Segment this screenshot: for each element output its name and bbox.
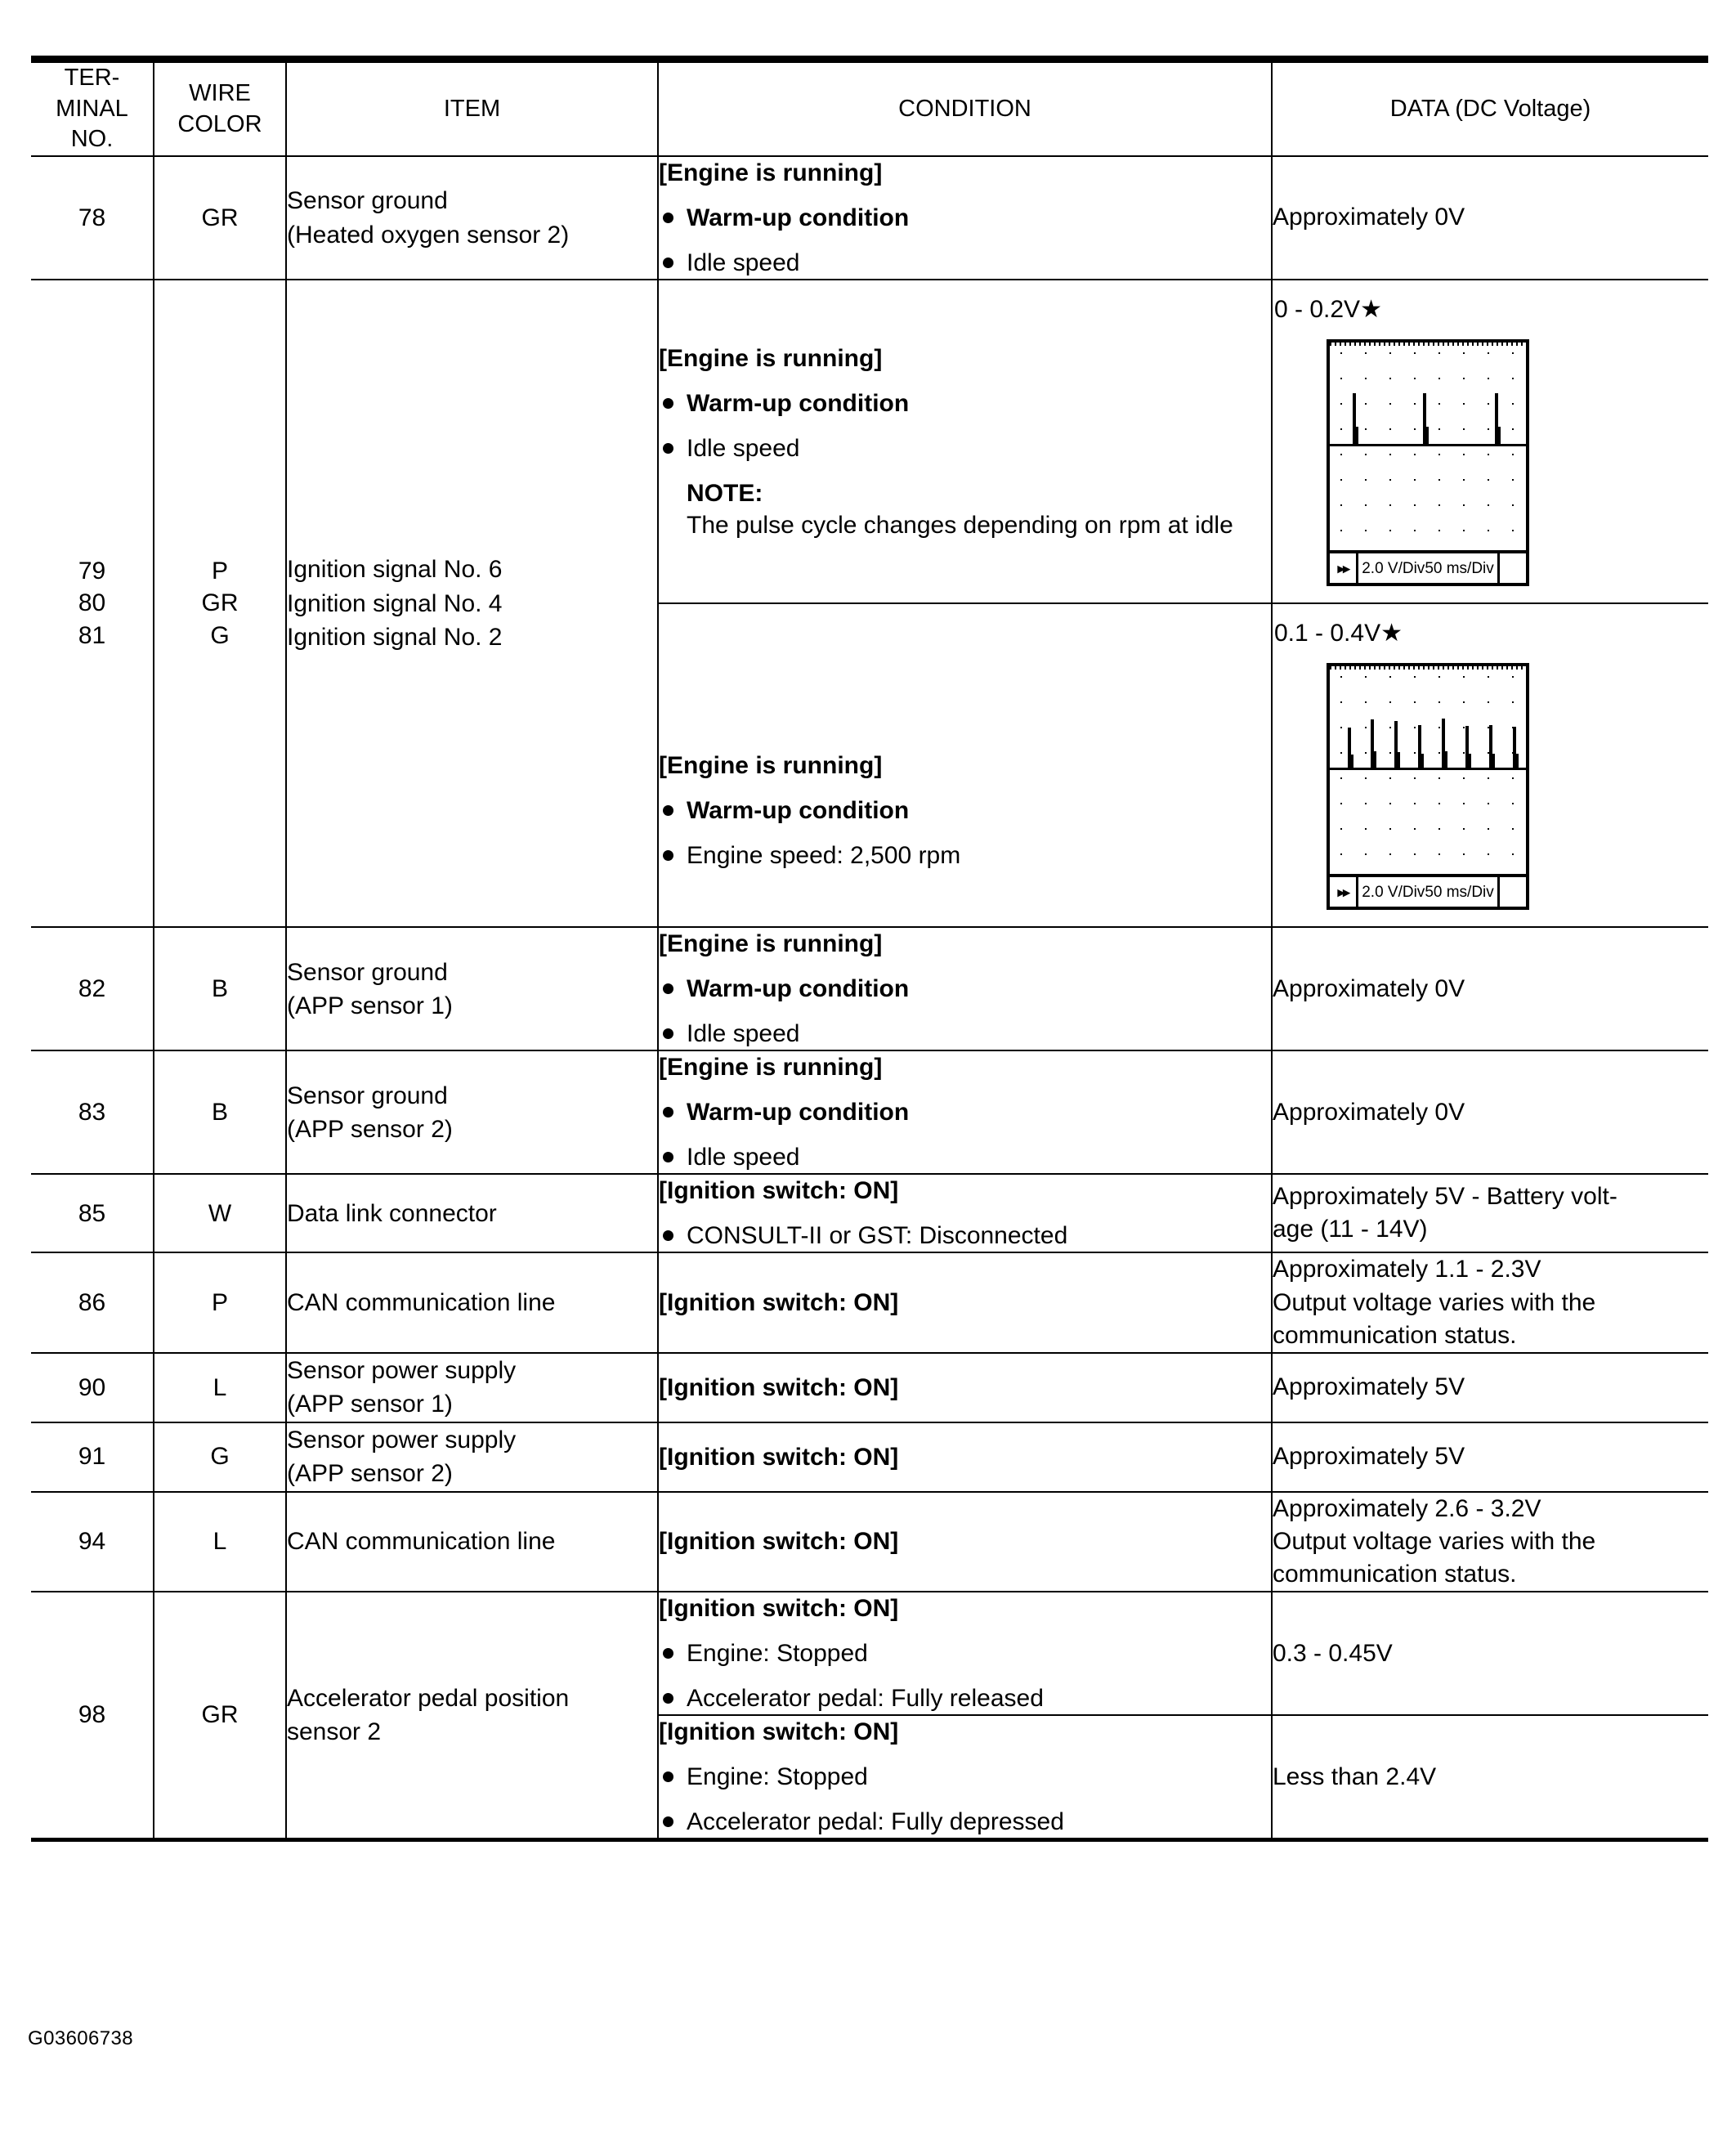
cell-condition — [658, 1715, 1272, 1840]
cell-data — [1272, 1252, 1708, 1353]
data-line: Approximately 1.1 - 2.3V — [1273, 1256, 1541, 1283]
condition-bullet: Warm-up condition — [659, 1096, 1271, 1128]
spec-table-wrapper — [31, 56, 1708, 1842]
condition-header: [Engine is running] — [659, 344, 883, 372]
cell-data — [1272, 1715, 1708, 1840]
cell-data — [1272, 156, 1708, 280]
condition-bullet: Idle speed — [659, 247, 1271, 279]
condition-header: [Engine is running] — [659, 751, 883, 779]
table-header — [31, 60, 1708, 157]
condition-header: [Ignition switch: ON] — [659, 1528, 899, 1556]
table-row — [31, 927, 1708, 1050]
star-icon: ★ — [1380, 620, 1403, 647]
condition-bullet: Engine: Stopped — [659, 1637, 1271, 1669]
condition-header: [Engine is running] — [659, 159, 883, 187]
scope-baseline — [1330, 768, 1526, 770]
cell-condition — [658, 1353, 1272, 1422]
cell-wire-color: W — [154, 1174, 286, 1252]
scope-time-per-div: 50 ms/Div — [1425, 559, 1494, 577]
item-line: (APP sensor 2) — [287, 1115, 453, 1143]
scope-voltage-range: 0.1 - 0.4V — [1274, 620, 1381, 647]
condition-header: [Ignition switch: ON] — [659, 1718, 899, 1746]
data-line: Approximately 5V — [1273, 1373, 1465, 1401]
scope-value-label — [1274, 617, 1708, 650]
cell-wire-color: GR — [154, 1592, 286, 1840]
condition-bullet-list — [659, 973, 1271, 1050]
scope-pulse — [1348, 728, 1351, 770]
item-line: Sensor ground — [287, 1082, 448, 1109]
condition-bullet: Warm-up condition — [659, 202, 1271, 234]
condition-bullet: Accelerator pedal: Fully released — [659, 1682, 1271, 1714]
cell-wire-color: L — [154, 1353, 286, 1422]
condition-bullet-list — [659, 1096, 1271, 1173]
cell-terminal-no: 85 — [31, 1174, 154, 1252]
condition-header: [Ignition switch: ON] — [659, 1373, 899, 1401]
terminal-line: 79 — [78, 557, 106, 585]
note-title: NOTE: — [687, 479, 763, 507]
item-line: Sensor power supply — [287, 1357, 517, 1384]
cell-condition — [658, 927, 1272, 1050]
table-row — [31, 1592, 1708, 1715]
scope-scale-text — [1358, 558, 1497, 579]
cell-condition — [658, 1252, 1272, 1353]
cell-item — [286, 1050, 658, 1174]
cell-condition — [658, 1592, 1272, 1715]
cell-wire-color: L — [154, 1492, 286, 1592]
condition-header: [Ignition switch: ON] — [659, 1595, 899, 1623]
item-line: CAN communication line — [287, 1289, 556, 1317]
cell-condition — [658, 1492, 1272, 1592]
condition-bullet-list — [659, 1220, 1271, 1252]
table-row — [31, 1353, 1708, 1422]
col-header-wire-line1: WIRE — [189, 79, 251, 106]
cell-item — [286, 1492, 658, 1592]
item-line: (Heated oxygen sensor 2) — [287, 221, 570, 249]
condition-bullet-list — [659, 202, 1271, 279]
cell-wire-color: GR — [154, 156, 286, 280]
item-line: Sensor ground — [287, 187, 448, 215]
cell-wire-color: B — [154, 1050, 286, 1174]
cell-item — [286, 156, 658, 280]
cell-item — [286, 1422, 658, 1492]
data-line: age (11 - 14V) — [1273, 1216, 1428, 1243]
scope-pulse — [1394, 721, 1398, 770]
cell-data — [1272, 280, 1708, 603]
scope-time-per-div: 50 ms/Div — [1425, 883, 1494, 901]
figure-code: G03606738 — [28, 2027, 134, 2049]
cell-item — [286, 1174, 658, 1252]
cell-terminal-no: 94 — [31, 1492, 154, 1592]
scope-pulse — [1423, 393, 1426, 446]
cell-item — [286, 1252, 658, 1353]
condition-bullet: Accelerator pedal: Fully depressed — [659, 1806, 1271, 1838]
col-header-terminal-line3: NO. — [70, 126, 114, 153]
scope-value-label — [1274, 293, 1708, 326]
cell-data — [1272, 1050, 1708, 1174]
scope-pulse — [1489, 725, 1492, 770]
table-row — [31, 1174, 1708, 1252]
condition-header: [Ignition switch: ON] — [659, 1443, 899, 1471]
data-line: communication status. — [1273, 1560, 1517, 1588]
table-row — [31, 1252, 1708, 1353]
cell-terminal-no: 86 — [31, 1252, 154, 1353]
scope-pulse — [1418, 725, 1421, 770]
condition-bullet-list — [659, 387, 1271, 464]
cell-wire-color: B — [154, 927, 286, 1050]
cell-terminal-no: 78 — [31, 156, 154, 280]
condition-bullet: Engine speed: 2,500 rpm — [659, 840, 1271, 871]
col-header-wire-color — [154, 60, 286, 157]
item-line: (APP sensor 2) — [287, 1460, 453, 1488]
condition-bullet: CONSULT-II or GST: Disconnected — [659, 1220, 1271, 1252]
item-line: (APP sensor 1) — [287, 992, 453, 1019]
scope-pulse — [1353, 393, 1356, 446]
cell-wire-color — [154, 280, 286, 927]
oscilloscope-figure — [1273, 604, 1708, 926]
cell-data — [1272, 927, 1708, 1050]
data-line: Less than 2.4V — [1273, 1763, 1437, 1790]
table-body — [31, 156, 1708, 1840]
oscilloscope-display — [1327, 663, 1529, 910]
cell-condition — [658, 280, 1272, 603]
scope-footer — [1330, 550, 1526, 583]
cell-condition — [658, 1050, 1272, 1174]
cell-condition — [658, 156, 1272, 280]
wire-line: GR — [201, 589, 239, 617]
cell-terminal-no — [31, 280, 154, 927]
item-line: Sensor ground — [287, 958, 448, 986]
cell-data — [1272, 603, 1708, 927]
data-line: Approximately 0V — [1273, 204, 1465, 231]
scope-pulse — [1371, 719, 1374, 770]
scope-volts-per-div: 2.0 V/Div — [1362, 559, 1425, 577]
col-header-data: DATA (DC Voltage) — [1272, 60, 1708, 157]
cell-item — [286, 1592, 658, 1840]
scope-arrow-icon: ▸▸ — [1330, 877, 1358, 907]
cell-terminal-no: 83 — [31, 1050, 154, 1174]
item-line: Accelerator pedal position — [287, 1684, 570, 1712]
scope-pulse — [1513, 727, 1516, 770]
item-line: sensor 2 — [287, 1718, 382, 1746]
col-header-terminal-line1: TER- — [64, 65, 120, 91]
scope-screen — [1330, 666, 1526, 874]
condition-bullet-list — [659, 1637, 1271, 1714]
condition-bullet: Idle speed — [659, 1018, 1271, 1050]
cell-terminal-no: 90 — [31, 1353, 154, 1422]
cell-item — [286, 280, 658, 927]
item-line: (APP sensor 1) — [287, 1391, 453, 1418]
item-line: Ignition signal No. 2 — [287, 623, 503, 651]
cell-data — [1272, 1353, 1708, 1422]
cell-wire-color: G — [154, 1422, 286, 1492]
col-header-terminal-no — [31, 60, 154, 157]
scope-footer — [1330, 874, 1526, 907]
cell-terminal-no: 91 — [31, 1422, 154, 1492]
item-line: CAN communication line — [287, 1528, 556, 1556]
cell-wire-color: P — [154, 1252, 286, 1353]
scope-voltage-range: 0 - 0.2V — [1274, 296, 1361, 324]
condition-bullet: Warm-up condition — [659, 795, 1271, 826]
col-header-condition: CONDITION — [658, 60, 1272, 157]
cell-condition — [658, 1174, 1272, 1252]
table-row — [31, 1422, 1708, 1492]
header-row — [31, 60, 1708, 157]
data-line: Approximately 2.6 - 3.2V — [1273, 1494, 1541, 1522]
cell-terminal-no: 98 — [31, 1592, 154, 1840]
cell-item — [286, 1353, 658, 1422]
cell-data — [1272, 1592, 1708, 1715]
condition-header: [Engine is running] — [659, 1054, 883, 1082]
scope-volts-per-div: 2.0 V/Div — [1362, 883, 1425, 901]
cell-data — [1272, 1422, 1708, 1492]
condition-note — [659, 477, 1271, 541]
condition-header: [Ignition switch: ON] — [659, 1289, 899, 1317]
scope-screen — [1330, 343, 1526, 550]
terminal-line: 81 — [78, 622, 106, 650]
data-line: 0.3 - 0.45V — [1273, 1639, 1393, 1667]
table-row — [31, 156, 1708, 280]
cell-terminal-no: 82 — [31, 927, 154, 1050]
terminal-spec-table — [31, 56, 1708, 1842]
data-line: Output voltage varies with the — [1273, 1527, 1596, 1555]
cell-data — [1272, 1492, 1708, 1592]
note-text: The pulse cycle changes depending on rpm at idle — [687, 511, 1233, 539]
data-line: Approximately 5V - Battery volt- — [1273, 1183, 1617, 1211]
data-line: Approximately 0V — [1273, 1098, 1465, 1126]
condition-bullet-list — [659, 1761, 1271, 1838]
condition-bullet: Idle speed — [659, 432, 1271, 464]
wire-line: P — [211, 557, 228, 585]
scope-end-box — [1497, 553, 1526, 583]
data-line: Output voltage varies with the — [1273, 1288, 1596, 1316]
table-row — [31, 1050, 1708, 1174]
condition-bullet: Idle speed — [659, 1141, 1271, 1173]
scope-scale-text — [1358, 882, 1497, 903]
data-line: Approximately 5V — [1273, 1443, 1465, 1471]
terminal-line: 80 — [78, 589, 106, 617]
condition-bullet: Warm-up condition — [659, 387, 1271, 419]
scope-pulse — [1465, 726, 1469, 770]
oscilloscope-figure — [1273, 280, 1708, 602]
condition-bullet-list — [659, 795, 1271, 871]
item-line: Ignition signal No. 4 — [287, 589, 503, 617]
col-header-wire-line2: COLOR — [177, 110, 262, 137]
cell-condition — [658, 1422, 1272, 1492]
data-line: Approximately 0V — [1273, 974, 1465, 1002]
scope-arrow-icon: ▸▸ — [1330, 553, 1358, 583]
scope-end-box — [1497, 877, 1526, 907]
cell-data — [1272, 1174, 1708, 1252]
col-header-terminal-line2: MINAL — [56, 95, 128, 122]
scope-pulse — [1442, 719, 1445, 770]
data-line: communication status. — [1273, 1321, 1517, 1349]
table-row — [31, 280, 1708, 603]
condition-bullet: Engine: Stopped — [659, 1761, 1271, 1793]
table-row — [31, 1492, 1708, 1592]
condition-bullet: Warm-up condition — [659, 973, 1271, 1005]
oscilloscope-display — [1327, 339, 1529, 586]
item-line: Ignition signal No. 6 — [287, 556, 503, 584]
item-line: Data link connector — [287, 1199, 497, 1227]
star-icon: ★ — [1360, 296, 1382, 324]
condition-header: [Ignition switch: ON] — [659, 1177, 899, 1205]
cell-item — [286, 927, 658, 1050]
cell-condition — [658, 603, 1272, 927]
wire-line: G — [210, 622, 230, 650]
condition-header: [Engine is running] — [659, 930, 883, 958]
scope-pulse — [1495, 393, 1498, 446]
col-header-item: ITEM — [286, 60, 658, 157]
item-line: Sensor power supply — [287, 1426, 517, 1453]
